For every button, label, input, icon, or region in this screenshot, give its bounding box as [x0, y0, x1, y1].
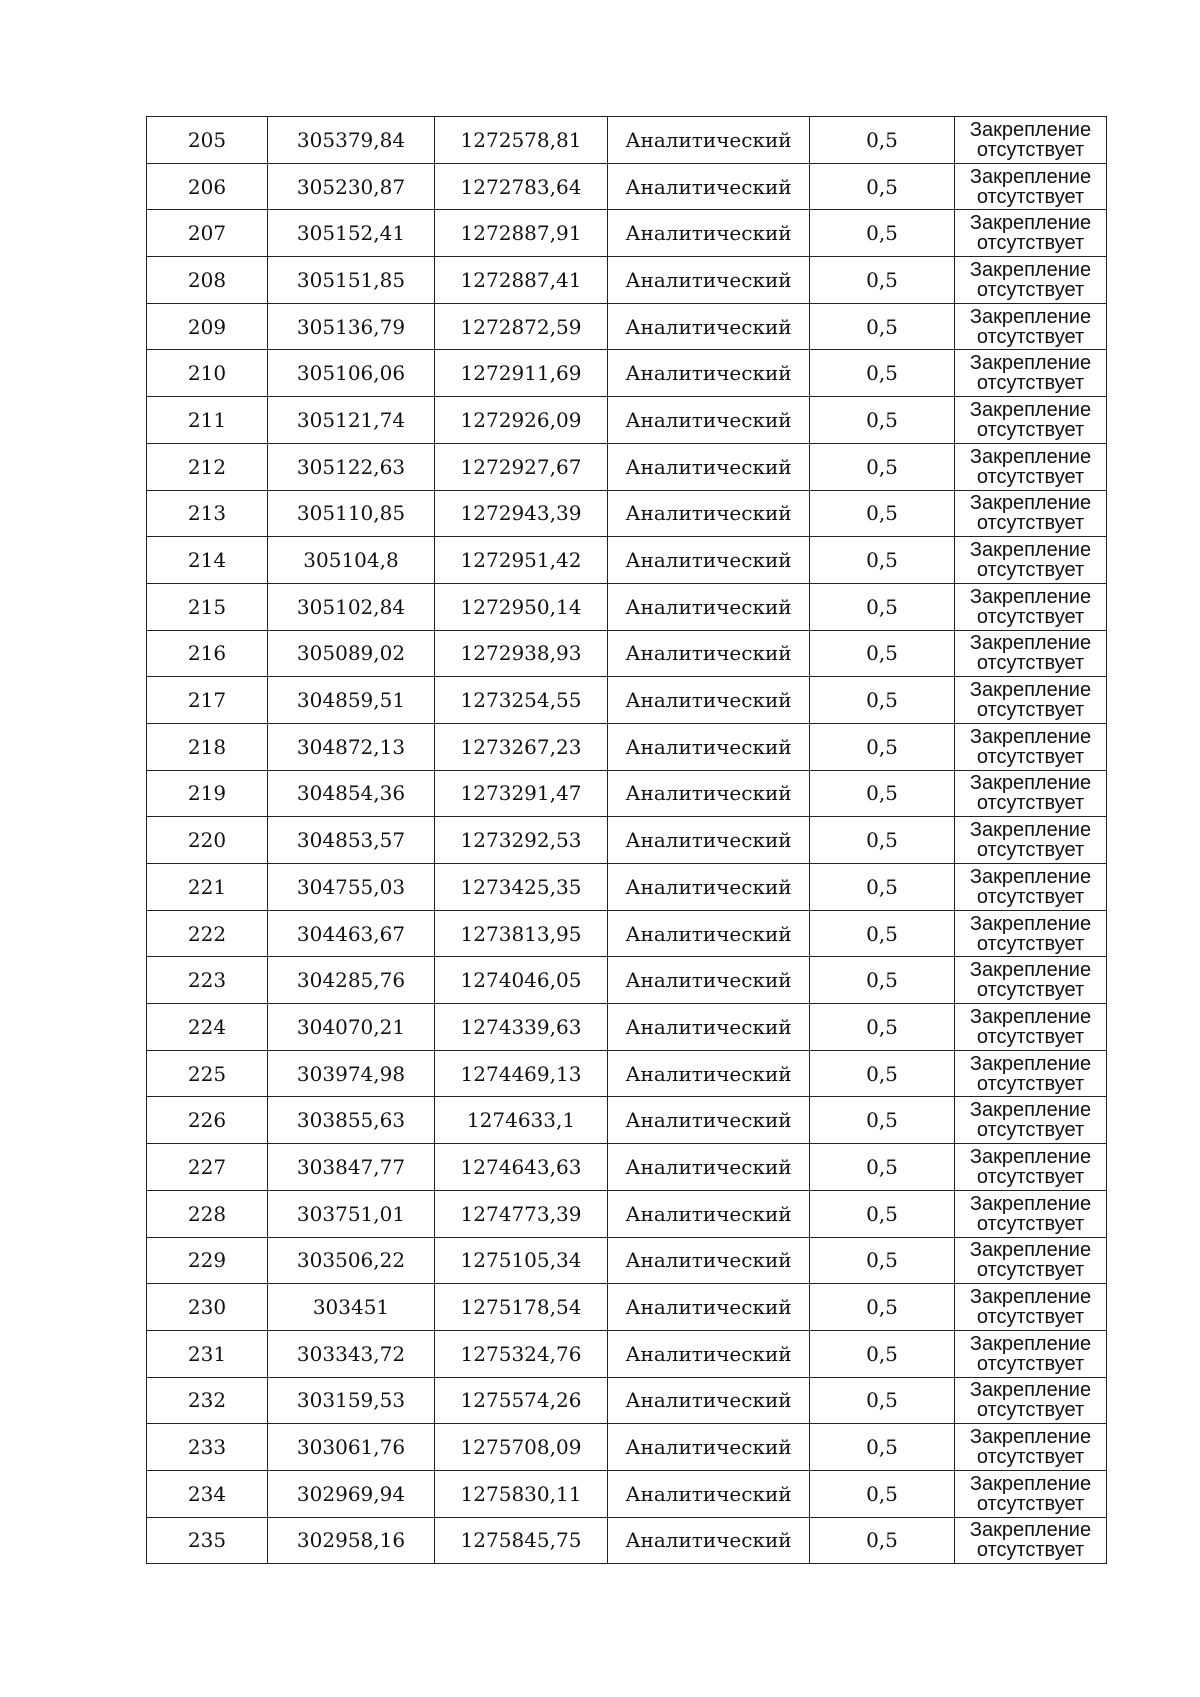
- fixing-note-cell: [955, 210, 1107, 257]
- x-coordinate-cell: 303847,77: [268, 1144, 435, 1191]
- point-number-cell: 233: [147, 1424, 268, 1471]
- method-cell: Аналитический: [608, 864, 810, 911]
- table-row: [147, 1470, 1107, 1517]
- x-coordinate-cell: 305136,79: [268, 303, 435, 350]
- x-coordinate-cell: 303451: [268, 1284, 435, 1331]
- point-number-cell: 214: [147, 537, 268, 584]
- x-coordinate-cell: 305151,85: [268, 257, 435, 304]
- point-number-cell: 222: [147, 910, 268, 957]
- fixing-note-line2: отсутствует: [976, 1165, 1085, 1188]
- point-number-cell: 220: [147, 817, 268, 864]
- fixing-note-cell: [955, 490, 1107, 537]
- fixing-note-cell: [955, 630, 1107, 677]
- point-number-cell: 210: [147, 350, 268, 397]
- fixing-note-line2: отсутствует: [976, 1352, 1085, 1375]
- y-coordinate-cell: 1272887,41: [435, 257, 608, 304]
- x-coordinate-cell: 305110,85: [268, 490, 435, 537]
- x-coordinate-cell: 303159,53: [268, 1377, 435, 1424]
- method-cell: Аналитический: [608, 490, 810, 537]
- y-coordinate-cell: 1274339,63: [435, 1004, 608, 1051]
- fixing-note-line1: Закрепление: [969, 1472, 1092, 1495]
- fixing-note-line2: отсутствует: [976, 792, 1085, 815]
- fixing-note-cell: [955, 1517, 1107, 1564]
- fixing-note-line2: отсутствует: [976, 1539, 1085, 1562]
- accuracy-cell: 0,5: [810, 583, 955, 630]
- y-coordinate-cell: 1272926,09: [435, 397, 608, 444]
- fixing-note-cell: [955, 397, 1107, 444]
- point-number-cell: 231: [147, 1330, 268, 1377]
- table-row: [147, 957, 1107, 1004]
- fixing-note-line1: Закрепление: [969, 258, 1092, 281]
- y-coordinate-cell: 1274633,1: [435, 1097, 608, 1144]
- x-coordinate-cell: 305122,63: [268, 443, 435, 490]
- fixing-note-line1: Закрепление: [969, 1099, 1092, 1122]
- y-coordinate-cell: 1273813,95: [435, 910, 608, 957]
- fixing-note-line1: Закрепление: [969, 539, 1092, 562]
- fixing-note-line1: Закрепление: [969, 772, 1092, 795]
- fixing-note-line1: Закрепление: [969, 118, 1092, 141]
- point-number-cell: 235: [147, 1517, 268, 1564]
- method-cell: Аналитический: [608, 117, 810, 164]
- y-coordinate-cell: 1275324,76: [435, 1330, 608, 1377]
- fixing-note-cell: [955, 723, 1107, 770]
- y-coordinate-cell: 1272927,67: [435, 443, 608, 490]
- fixing-note-cell: [955, 677, 1107, 724]
- x-coordinate-cell: 303061,76: [268, 1424, 435, 1471]
- accuracy-cell: 0,5: [810, 1377, 955, 1424]
- fixing-note-line1: Закрепление: [969, 492, 1092, 515]
- fixing-note-cell: [955, 117, 1107, 164]
- table-row: [147, 303, 1107, 350]
- point-number-cell: 221: [147, 864, 268, 911]
- table-row: [147, 1377, 1107, 1424]
- fixing-note-line2: отсутствует: [976, 1446, 1085, 1469]
- accuracy-cell: 0,5: [810, 1097, 955, 1144]
- fixing-note-line1: Закрепление: [969, 445, 1092, 468]
- fixing-note-line1: Закрепление: [969, 1239, 1092, 1262]
- method-cell: Аналитический: [608, 1330, 810, 1377]
- table-row: [147, 163, 1107, 210]
- y-coordinate-cell: 1275708,09: [435, 1424, 608, 1471]
- method-cell: Аналитический: [608, 397, 810, 444]
- x-coordinate-cell: 302969,94: [268, 1470, 435, 1517]
- point-number-cell: 208: [147, 257, 268, 304]
- method-cell: Аналитический: [608, 163, 810, 210]
- point-number-cell: 230: [147, 1284, 268, 1331]
- fixing-note-line2: отсутствует: [976, 605, 1085, 628]
- fixing-note-cell: [955, 1377, 1107, 1424]
- fixing-note-cell: [955, 1284, 1107, 1331]
- accuracy-cell: 0,5: [810, 350, 955, 397]
- fixing-note-line2: отсутствует: [976, 232, 1085, 255]
- y-coordinate-cell: 1274469,13: [435, 1050, 608, 1097]
- fixing-note-line1: Закрепление: [969, 1145, 1092, 1168]
- accuracy-cell: 0,5: [810, 117, 955, 164]
- table-row: [147, 1330, 1107, 1377]
- method-cell: Аналитический: [608, 1517, 810, 1564]
- table-row: [147, 817, 1107, 864]
- y-coordinate-cell: 1274773,39: [435, 1190, 608, 1237]
- fixing-note-line2: отсутствует: [976, 979, 1085, 1002]
- x-coordinate-cell: 304853,57: [268, 817, 435, 864]
- fixing-note-line1: Закрепление: [969, 1519, 1092, 1542]
- table-row: [147, 350, 1107, 397]
- table-row: [147, 257, 1107, 304]
- accuracy-cell: 0,5: [810, 1144, 955, 1191]
- fixing-note-line2: отсутствует: [976, 278, 1085, 301]
- fixing-note-line1: Закрепление: [969, 1332, 1092, 1355]
- x-coordinate-cell: 305089,02: [268, 630, 435, 677]
- table-row: [147, 864, 1107, 911]
- accuracy-cell: 0,5: [810, 537, 955, 584]
- fixing-note-line1: Закрепление: [969, 725, 1092, 748]
- fixing-note-line2: отсутствует: [976, 932, 1085, 955]
- fixing-note-cell: [955, 1330, 1107, 1377]
- table-row: [147, 1144, 1107, 1191]
- fixing-note-line1: Закрепление: [969, 585, 1092, 608]
- y-coordinate-cell: 1273254,55: [435, 677, 608, 724]
- method-cell: Аналитический: [608, 1144, 810, 1191]
- table-row: [147, 723, 1107, 770]
- point-number-cell: 206: [147, 163, 268, 210]
- accuracy-cell: 0,5: [810, 490, 955, 537]
- table-row: [147, 1004, 1107, 1051]
- fixing-note-line2: отсутствует: [976, 839, 1085, 862]
- method-cell: Аналитический: [608, 1424, 810, 1471]
- fixing-note-line1: Закрепление: [969, 165, 1092, 188]
- point-number-cell: 228: [147, 1190, 268, 1237]
- fixing-note-cell: [955, 957, 1107, 1004]
- method-cell: Аналитический: [608, 210, 810, 257]
- accuracy-cell: 0,5: [810, 1004, 955, 1051]
- point-number-cell: 205: [147, 117, 268, 164]
- accuracy-cell: 0,5: [810, 864, 955, 911]
- fixing-note-line1: Закрепление: [969, 352, 1092, 375]
- x-coordinate-cell: 304285,76: [268, 957, 435, 1004]
- table-row: [147, 490, 1107, 537]
- method-cell: Аналитический: [608, 770, 810, 817]
- fixing-note-line1: Закрепление: [969, 959, 1092, 982]
- table-row: [147, 210, 1107, 257]
- point-number-cell: 207: [147, 210, 268, 257]
- fixing-note-line2: отсутствует: [976, 325, 1085, 348]
- accuracy-cell: 0,5: [810, 163, 955, 210]
- fixing-note-line2: отсутствует: [976, 1399, 1085, 1422]
- point-number-cell: 219: [147, 770, 268, 817]
- table-row: [147, 910, 1107, 957]
- x-coordinate-cell: 303855,63: [268, 1097, 435, 1144]
- fixing-note-line1: Закрепление: [969, 398, 1092, 421]
- fixing-note-line2: отсутствует: [976, 465, 1085, 488]
- fixing-note-cell: [955, 443, 1107, 490]
- point-number-cell: 225: [147, 1050, 268, 1097]
- x-coordinate-cell: 304854,36: [268, 770, 435, 817]
- fixing-note-line2: отсутствует: [976, 1119, 1085, 1142]
- fixing-note-cell: [955, 1097, 1107, 1144]
- method-cell: Аналитический: [608, 583, 810, 630]
- x-coordinate-cell: 304872,13: [268, 723, 435, 770]
- fixing-note-line2: отсутствует: [976, 652, 1085, 675]
- x-coordinate-cell: 305379,84: [268, 117, 435, 164]
- fixing-note-cell: [955, 350, 1107, 397]
- accuracy-cell: 0,5: [810, 1050, 955, 1097]
- y-coordinate-cell: 1275845,75: [435, 1517, 608, 1564]
- point-number-cell: 234: [147, 1470, 268, 1517]
- table-row: [147, 397, 1107, 444]
- method-cell: Аналитический: [608, 630, 810, 677]
- coordinates-table: [146, 116, 1107, 1564]
- accuracy-cell: 0,5: [810, 817, 955, 864]
- fixing-note-line1: Закрепление: [969, 1379, 1092, 1402]
- fixing-note-line2: отсутствует: [976, 138, 1085, 161]
- fixing-note-cell: [955, 1144, 1107, 1191]
- table-row: [147, 583, 1107, 630]
- fixing-note-cell: [955, 583, 1107, 630]
- method-cell: Аналитический: [608, 350, 810, 397]
- fixing-note-line2: отсутствует: [976, 1212, 1085, 1235]
- fixing-note-cell: [955, 1470, 1107, 1517]
- x-coordinate-cell: 303751,01: [268, 1190, 435, 1237]
- method-cell: Аналитический: [608, 957, 810, 1004]
- point-number-cell: 209: [147, 303, 268, 350]
- y-coordinate-cell: 1273291,47: [435, 770, 608, 817]
- fixing-note-line2: отсутствует: [976, 1259, 1085, 1282]
- y-coordinate-cell: 1272943,39: [435, 490, 608, 537]
- x-coordinate-cell: 304859,51: [268, 677, 435, 724]
- method-cell: Аналитический: [608, 1237, 810, 1284]
- method-cell: Аналитический: [608, 1377, 810, 1424]
- y-coordinate-cell: 1272578,81: [435, 117, 608, 164]
- y-coordinate-cell: 1272887,91: [435, 210, 608, 257]
- y-coordinate-cell: 1274046,05: [435, 957, 608, 1004]
- method-cell: Аналитический: [608, 677, 810, 724]
- fixing-note-line1: Закрепление: [969, 912, 1092, 935]
- point-number-cell: 226: [147, 1097, 268, 1144]
- x-coordinate-cell: 302958,16: [268, 1517, 435, 1564]
- method-cell: Аналитический: [608, 1470, 810, 1517]
- fixing-note-line1: Закрепление: [969, 632, 1092, 655]
- x-coordinate-cell: 303506,22: [268, 1237, 435, 1284]
- table-row: [147, 443, 1107, 490]
- y-coordinate-cell: 1272911,69: [435, 350, 608, 397]
- y-coordinate-cell: 1273292,53: [435, 817, 608, 864]
- fixing-note-cell: [955, 910, 1107, 957]
- accuracy-cell: 0,5: [810, 257, 955, 304]
- y-coordinate-cell: 1273425,35: [435, 864, 608, 911]
- y-coordinate-cell: 1275178,54: [435, 1284, 608, 1331]
- point-number-cell: 215: [147, 583, 268, 630]
- accuracy-cell: 0,5: [810, 210, 955, 257]
- method-cell: Аналитический: [608, 1284, 810, 1331]
- table-row: [147, 1190, 1107, 1237]
- accuracy-cell: 0,5: [810, 910, 955, 957]
- table-row: [147, 1424, 1107, 1471]
- table-row: [147, 1284, 1107, 1331]
- fixing-note-cell: [955, 257, 1107, 304]
- fixing-note-line2: отсутствует: [976, 185, 1085, 208]
- method-cell: Аналитический: [608, 1050, 810, 1097]
- fixing-note-line2: отсутствует: [976, 1306, 1085, 1329]
- point-number-cell: 232: [147, 1377, 268, 1424]
- fixing-note-line1: Закрепление: [969, 1286, 1092, 1309]
- accuracy-cell: 0,5: [810, 1517, 955, 1564]
- method-cell: Аналитический: [608, 1004, 810, 1051]
- y-coordinate-cell: 1275574,26: [435, 1377, 608, 1424]
- fixing-note-line1: Закрепление: [969, 819, 1092, 842]
- fixing-note-line1: Закрепление: [969, 1052, 1092, 1075]
- point-number-cell: 216: [147, 630, 268, 677]
- fixing-note-line2: отсутствует: [976, 745, 1085, 768]
- fixing-note-line2: отсутствует: [976, 1025, 1085, 1048]
- point-number-cell: 223: [147, 957, 268, 1004]
- accuracy-cell: 0,5: [810, 1190, 955, 1237]
- fixing-note-line2: отсутствует: [976, 1492, 1085, 1515]
- method-cell: Аналитический: [608, 1190, 810, 1237]
- method-cell: Аналитический: [608, 443, 810, 490]
- fixing-note-line1: Закрепление: [969, 1192, 1092, 1215]
- fixing-note-cell: [955, 1004, 1107, 1051]
- table-row: [147, 1097, 1107, 1144]
- method-cell: Аналитический: [608, 257, 810, 304]
- y-coordinate-cell: 1275830,11: [435, 1470, 608, 1517]
- accuracy-cell: 0,5: [810, 1284, 955, 1331]
- y-coordinate-cell: 1272950,14: [435, 583, 608, 630]
- table-row: [147, 770, 1107, 817]
- fixing-note-cell: [955, 1424, 1107, 1471]
- method-cell: Аналитический: [608, 303, 810, 350]
- x-coordinate-cell: 303974,98: [268, 1050, 435, 1097]
- x-coordinate-cell: 304755,03: [268, 864, 435, 911]
- y-coordinate-cell: 1272872,59: [435, 303, 608, 350]
- fixing-note-line1: Закрепление: [969, 1426, 1092, 1449]
- fixing-note-line2: отсутствует: [976, 512, 1085, 535]
- y-coordinate-cell: 1272938,93: [435, 630, 608, 677]
- fixing-note-line1: Закрепление: [969, 865, 1092, 888]
- fixing-note-cell: [955, 817, 1107, 864]
- x-coordinate-cell: 304070,21: [268, 1004, 435, 1051]
- accuracy-cell: 0,5: [810, 397, 955, 444]
- y-coordinate-cell: 1272951,42: [435, 537, 608, 584]
- fixing-note-line2: отсутствует: [976, 559, 1085, 582]
- fixing-note-line2: отсутствует: [976, 699, 1085, 722]
- fixing-note-line1: Закрепление: [969, 305, 1092, 328]
- fixing-note-line1: Закрепление: [969, 679, 1092, 702]
- y-coordinate-cell: 1274643,63: [435, 1144, 608, 1191]
- point-number-cell: 213: [147, 490, 268, 537]
- table-row: [147, 630, 1107, 677]
- method-cell: Аналитический: [608, 1097, 810, 1144]
- table-row: [147, 1517, 1107, 1564]
- y-coordinate-cell: 1275105,34: [435, 1237, 608, 1284]
- x-coordinate-cell: 304463,67: [268, 910, 435, 957]
- fixing-note-line2: отсутствует: [976, 885, 1085, 908]
- table-row: [147, 1237, 1107, 1284]
- accuracy-cell: 0,5: [810, 1424, 955, 1471]
- fixing-note-cell: [955, 303, 1107, 350]
- fixing-note-line2: отсутствует: [976, 372, 1085, 395]
- fixing-note-cell: [955, 163, 1107, 210]
- method-cell: Аналитический: [608, 537, 810, 584]
- coordinates-table-body: [147, 117, 1107, 1564]
- point-number-cell: 229: [147, 1237, 268, 1284]
- point-number-cell: 227: [147, 1144, 268, 1191]
- method-cell: Аналитический: [608, 910, 810, 957]
- table-row: [147, 1050, 1107, 1097]
- fixing-note-line1: Закрепление: [969, 212, 1092, 235]
- x-coordinate-cell: 305230,87: [268, 163, 435, 210]
- x-coordinate-cell: 305152,41: [268, 210, 435, 257]
- method-cell: Аналитический: [608, 723, 810, 770]
- fixing-note-cell: [955, 1050, 1107, 1097]
- fixing-note-cell: [955, 537, 1107, 584]
- fixing-note-line2: отсутствует: [976, 418, 1085, 441]
- fixing-note-cell: [955, 770, 1107, 817]
- x-coordinate-cell: 303343,72: [268, 1330, 435, 1377]
- fixing-note-line1: Закрепление: [969, 1005, 1092, 1028]
- point-number-cell: 218: [147, 723, 268, 770]
- accuracy-cell: 0,5: [810, 443, 955, 490]
- table-row: [147, 537, 1107, 584]
- accuracy-cell: 0,5: [810, 1330, 955, 1377]
- point-number-cell: 211: [147, 397, 268, 444]
- table-row: [147, 117, 1107, 164]
- point-number-cell: 212: [147, 443, 268, 490]
- accuracy-cell: 0,5: [810, 723, 955, 770]
- accuracy-cell: 0,5: [810, 1470, 955, 1517]
- x-coordinate-cell: 305102,84: [268, 583, 435, 630]
- x-coordinate-cell: 305121,74: [268, 397, 435, 444]
- accuracy-cell: 0,5: [810, 630, 955, 677]
- fixing-note-cell: [955, 1190, 1107, 1237]
- fixing-note-cell: [955, 1237, 1107, 1284]
- method-cell: Аналитический: [608, 817, 810, 864]
- accuracy-cell: 0,5: [810, 957, 955, 1004]
- accuracy-cell: 0,5: [810, 770, 955, 817]
- y-coordinate-cell: 1273267,23: [435, 723, 608, 770]
- y-coordinate-cell: 1272783,64: [435, 163, 608, 210]
- point-number-cell: 224: [147, 1004, 268, 1051]
- accuracy-cell: 0,5: [810, 303, 955, 350]
- x-coordinate-cell: 305106,06: [268, 350, 435, 397]
- fixing-note-line2: отсутствует: [976, 1072, 1085, 1095]
- table-row: [147, 677, 1107, 724]
- accuracy-cell: 0,5: [810, 1237, 955, 1284]
- x-coordinate-cell: 305104,8: [268, 537, 435, 584]
- accuracy-cell: 0,5: [810, 677, 955, 724]
- fixing-note-cell: [955, 864, 1107, 911]
- point-number-cell: 217: [147, 677, 268, 724]
